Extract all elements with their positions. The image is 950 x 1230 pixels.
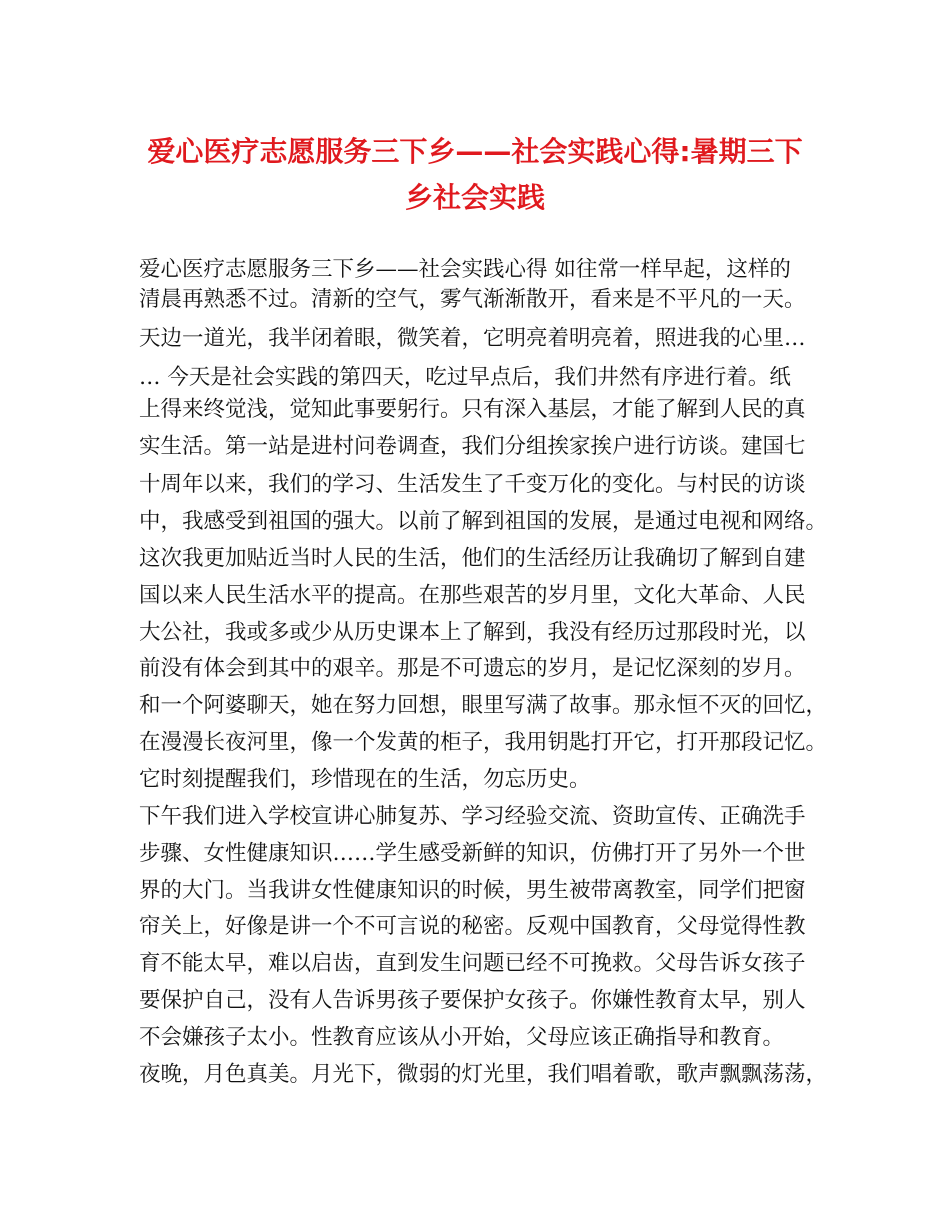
body-line: 中，我感受到祖国的强大。以前了解到祖国的发展，是通过电视和网络。 [139,509,828,534]
body-line: … 今天是社会实践的第四天，吃过早点后，我们井然有序进行着。纸 [139,365,791,390]
body-line: 十周年以来，我们的学习、生活发生了千变万化的变化。与村民的访谈 [139,472,806,497]
body-line: 实生活。第一站是进村问卷调查，我们分组挨家挨户进行访谈。建国七 [139,434,806,459]
body-line: 不会嫌孩子太小。性教育应该从小开始，父母应该正确指导和教育。 [139,1025,785,1050]
body-line: 界的大门。当我讲女性健康知识的时候，男生被带离教室，同学们把窗 [139,878,806,903]
body-line: 这次我更加贴近当时人民的生活，他们的生活经历让我确切了解到自建 [139,546,806,571]
body-line: 和一个阿婆聊天，她在努力回想，眼里写满了故事。那永恒不灭的回忆， [139,693,828,718]
document-title-line-2: 乡社会实践 [404,181,545,214]
body-line: 它时刻提醒我们，珍惜现在的生活，勿忘历史。 [139,767,591,792]
body-line: 要保护自己，没有人告诉男孩子要保护女孩子。你嫌性教育太早，别人 [139,988,806,1013]
body-line: 国以来人民生活水平的提高。在那些艰苦的岁月里，文化大革命、人民 [139,583,806,608]
body-line: 步骤、女性健康知识……学生感受新鲜的知识，仿佛打开了另外一个世 [139,841,806,866]
body-line: 天边一道光，我半闭着眼，微笑着，它明亮着明亮着，照进我的心里… [139,326,806,351]
body-line: 在漫漫长夜河里，像一个发黄的柜子，我用钥匙打开它，打开那段记忆。 [139,730,828,755]
document-title-line-1: 爱心医疗志愿服务三下乡——社会实践心得:暑期三下 [147,135,803,168]
body-line: 下午我们进入学校宣讲心肺复苏、学习经验交流、资助宣传、正确洗手 [139,804,806,829]
body-line: 上得来终觉浅，觉知此事要躬行。只有深入基层，才能了解到人民的真 [139,397,806,422]
body-line: 帘关上，好像是讲一个不可言说的秘密。反观中国教育，父母觉得性教 [139,914,806,939]
body-line: 育不能太早，难以启齿，直到发生问题已经不可挽救。父母告诉女孩子 [139,951,806,976]
body-line: 清晨再熟悉不过。清新的空气，雾气渐渐散开，看来是不平凡的一天。 [139,287,806,312]
body-line: 夜晚，月色真美。月光下，微弱的灯光里，我们唱着歌，歌声飘飘荡荡， [139,1062,828,1087]
body-line: 爱心医疗志愿服务三下乡——社会实践心得 如往常一样早起，这样的 [139,257,791,282]
body-line: 前没有体会到其中的艰辛。那是不可遗忘的岁月，是记忆深刻的岁月。 [139,656,806,681]
body-line: 大公社，我或多或少从历史课本上了解到，我没有经历过那段时光，以 [139,620,806,645]
